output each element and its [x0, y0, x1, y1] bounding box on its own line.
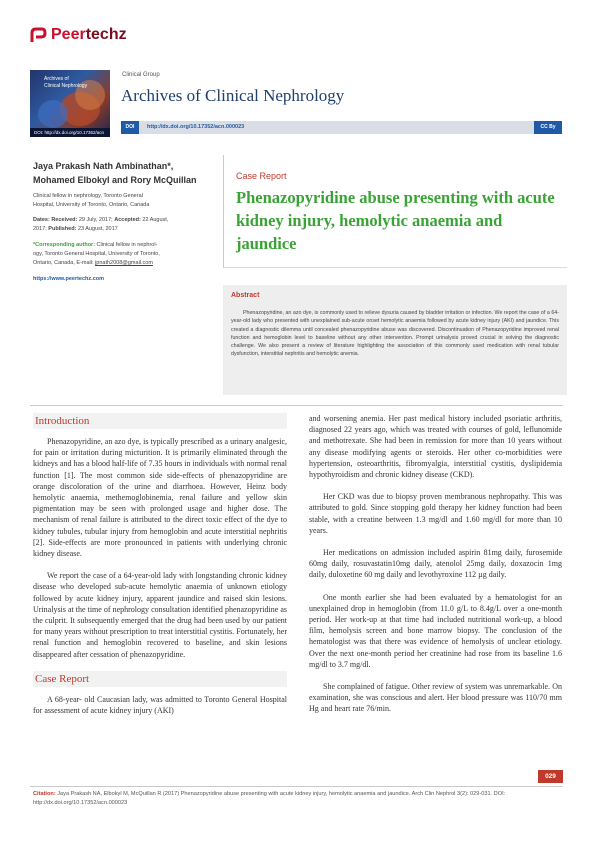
section-divider: [30, 405, 563, 406]
body-column-right: [309, 413, 562, 726]
publisher-name: Peertechz: [51, 26, 127, 43]
case-paragraph-1: A 68-year- old Caucasian lady, was admitted to Toronto General Hospital for assessment of acute kidney injury (AKI): [33, 694, 287, 716]
abstract-heading: Abstract: [231, 292, 260, 299]
corresponding-author: *Corresponding author: Clinical fellow in nephrol- ogy, Toronto General Hospital, University of Toronto, Ontario, Canada, E-mail: jpnath2008@gmail.com: [33, 242, 160, 266]
author-email-link[interactable]: jpnath2008@gmail.com: [95, 260, 153, 266]
cover-title-line1: Archives of: [44, 76, 69, 82]
clinical-group-label: Clinical Group: [122, 72, 160, 78]
website-link[interactable]: https://www.peertechz.com: [33, 276, 105, 282]
affiliation: Clinical fellow in nephrology, Toronto General Hospital, University of Toronto, Ontario, Canada: [33, 193, 150, 208]
article-title: Phenazopyridine abuse presenting with acute kidney injury, hemolytic anaemia and jaundice: [236, 188, 555, 253]
footer-divider: [30, 786, 563, 787]
article-type-label: Case Report: [236, 171, 287, 181]
article-title-box: [223, 155, 567, 268]
citation: Citation: Jaya Prakash NA, Elbokyl M, McQuillan R (2017) Phenazopyridine abuse presenting with acute kidney injury, hemolytic anaemia and jaundice. Arch Clin Nephrol 3(2): 029-031. DOI: http://dx.doi.org/10.17352/acn.000023: [33, 791, 506, 806]
case-report-heading: Case Report: [33, 671, 287, 687]
article-dates: Dates: Received: 29 July, 2017; Accepted: 22 August, 2017; Published: 23 August, 2017: [33, 217, 169, 232]
body-column-left: [33, 413, 287, 727]
abstract-box: [223, 285, 567, 395]
intro-paragraph-2: We report the case of a 64-year-old lady with longstanding chronic kidney disease who developed sub-acute hemolytic anaemia of unknown etiology followed by acute kidney injury, apparent jaundice and raised skin lesions. Urinalysis at the time of nephrology consultation identified phenazopyridine as the culprit. It subsequently emerged that the drug had been used by our patient for many years without prescription to treat interstitial cystitis. Fortunately, her renal function and hemoglobin recovered to baseline, and skin lesions disappeared after cessation of phenazopyridine.: [33, 571, 287, 659]
author-list: Jaya Prakash Nath Ambinathan*, Mohamed Elbokyl and Rory McQuillan: [33, 161, 197, 185]
intro-paragraph-1: Phenazopyridine, an azo dye, is typically prescribed as a urinary analgesic, for pain or irritation during micturition. It is primarily eliminated through the kidneys and has a blood half-life of 7.35 hours in individuals with normal renal function [1]. The most common side side-effects of phenazopyridine are orange discoloration of the urine and diarrhoea. However, Heinz body hemolytic anaemia, methemoglobinemia, renal failure and yellow skin pigmentation may be seen with prolonged usage and higher dose. The mechanism of renal failure is attributed to the direct toxic effect of the dye to kidney tubules, tubular injury from hemoglobin and acute interstitial nephritis [2]. Side-effects are more pronounced in patients with underlying chronic kidney disease.: [33, 437, 287, 559]
case-paragraph-2: and worsening anemia. Her past medical history included psoriatic arthritis, diagnosed 22 years ago, which was treated with courses of gold, leflunomide and methotrexate. She had been in remission for more than 10 years without any disease modifying agents or steroids. Her other co-morbidities were hypertension, osteoarthritis, fibromyalgia, interstitial cystitis, dyslipidemia hypothyroidism and chronic kidney disease (CKD).: [309, 414, 562, 480]
doi-bar: [121, 121, 562, 134]
license-badge[interactable]: CC By: [534, 121, 562, 134]
doi-link[interactable]: http://dx.doi.org/10.17352/acn.000023: [147, 124, 245, 130]
cover-title-line2: Clinical Nephrology: [44, 83, 88, 89]
introduction-heading: Introduction: [33, 413, 287, 429]
cover-footer: DOI: http://dx.doi.org/10.17352/acn: [30, 128, 110, 137]
journal-title[interactable]: Archives of Clinical Nephrology: [121, 86, 345, 105]
page-number-badge: 029: [538, 770, 563, 783]
abstract-text: Phenazopyridine, an azo dye, is commonly used to relieve dysuria caused by bladder irritation or infection. We report the case of a 64-year-old lady who presented with unexplained sub-acute onset hemolytic anaemia followed by acute kidney injury (AKI) and jaundice. This created a diagnostic dilemma until concealed phenazopyridine abuse was discovered. Discontinuation of Phenazopyridine improved renal function and hemoglobin level to baseline without any other intervention. Prompt urinalysis proved crucial in solving the diagnostic challenge. We also present a review of literature highlighting the association of this commonly used medication with renal tubular dysfunction, interstitial nephritis and hemolytic anemia.: [231, 310, 559, 358]
case-paragraph-6: She complained of fatigue. Other review of system was unremarkable. On examination, she was conscious and alert. Her blood pressure was 110/70 mm Hg and heart rate 76/min.: [309, 682, 562, 714]
peertechz-logo-icon: [30, 27, 47, 44]
publisher-logo[interactable]: [30, 26, 127, 44]
journal-cover-image: [30, 70, 110, 137]
case-paragraph-4: Her medications on admission included aspirin 81mg daily, furosemide 60mg daily, rosuvastatin10mg daily, atenolol 25mg daily, doxazocin 1mg daily, duloxetine 60 mg daily and levothyroxine 112 µg daily.: [309, 548, 562, 580]
case-paragraph-3: Her CKD was due to biopsy proven membranous nephropathy. This was attributed to gold. Since stopping gold therapy her kidney function had been stable, with a creatine between 1.3 mg/dl and 1.60 mg/dl for more than 10 years.: [309, 492, 562, 535]
doi-badge: DOI: [121, 121, 139, 134]
author-info-column: [33, 159, 213, 282]
case-paragraph-5: One month earlier she had been evaluated by a hematologist for an unexplained drop in hemoglobin (from 11.0 g/L to 8.4g/L over a one-month period. Her work-up at that time had included nutritional work-up, a blood film, hemolysis screen and bone marrow biopsy. The conclusion of the hematologist was that there was evidence of hemolysis of unclear etiology. Over the next one-month period her creatinine had rose from its baseline 1.6 mg/dl to 3.7 mg/dl.: [309, 592, 562, 669]
